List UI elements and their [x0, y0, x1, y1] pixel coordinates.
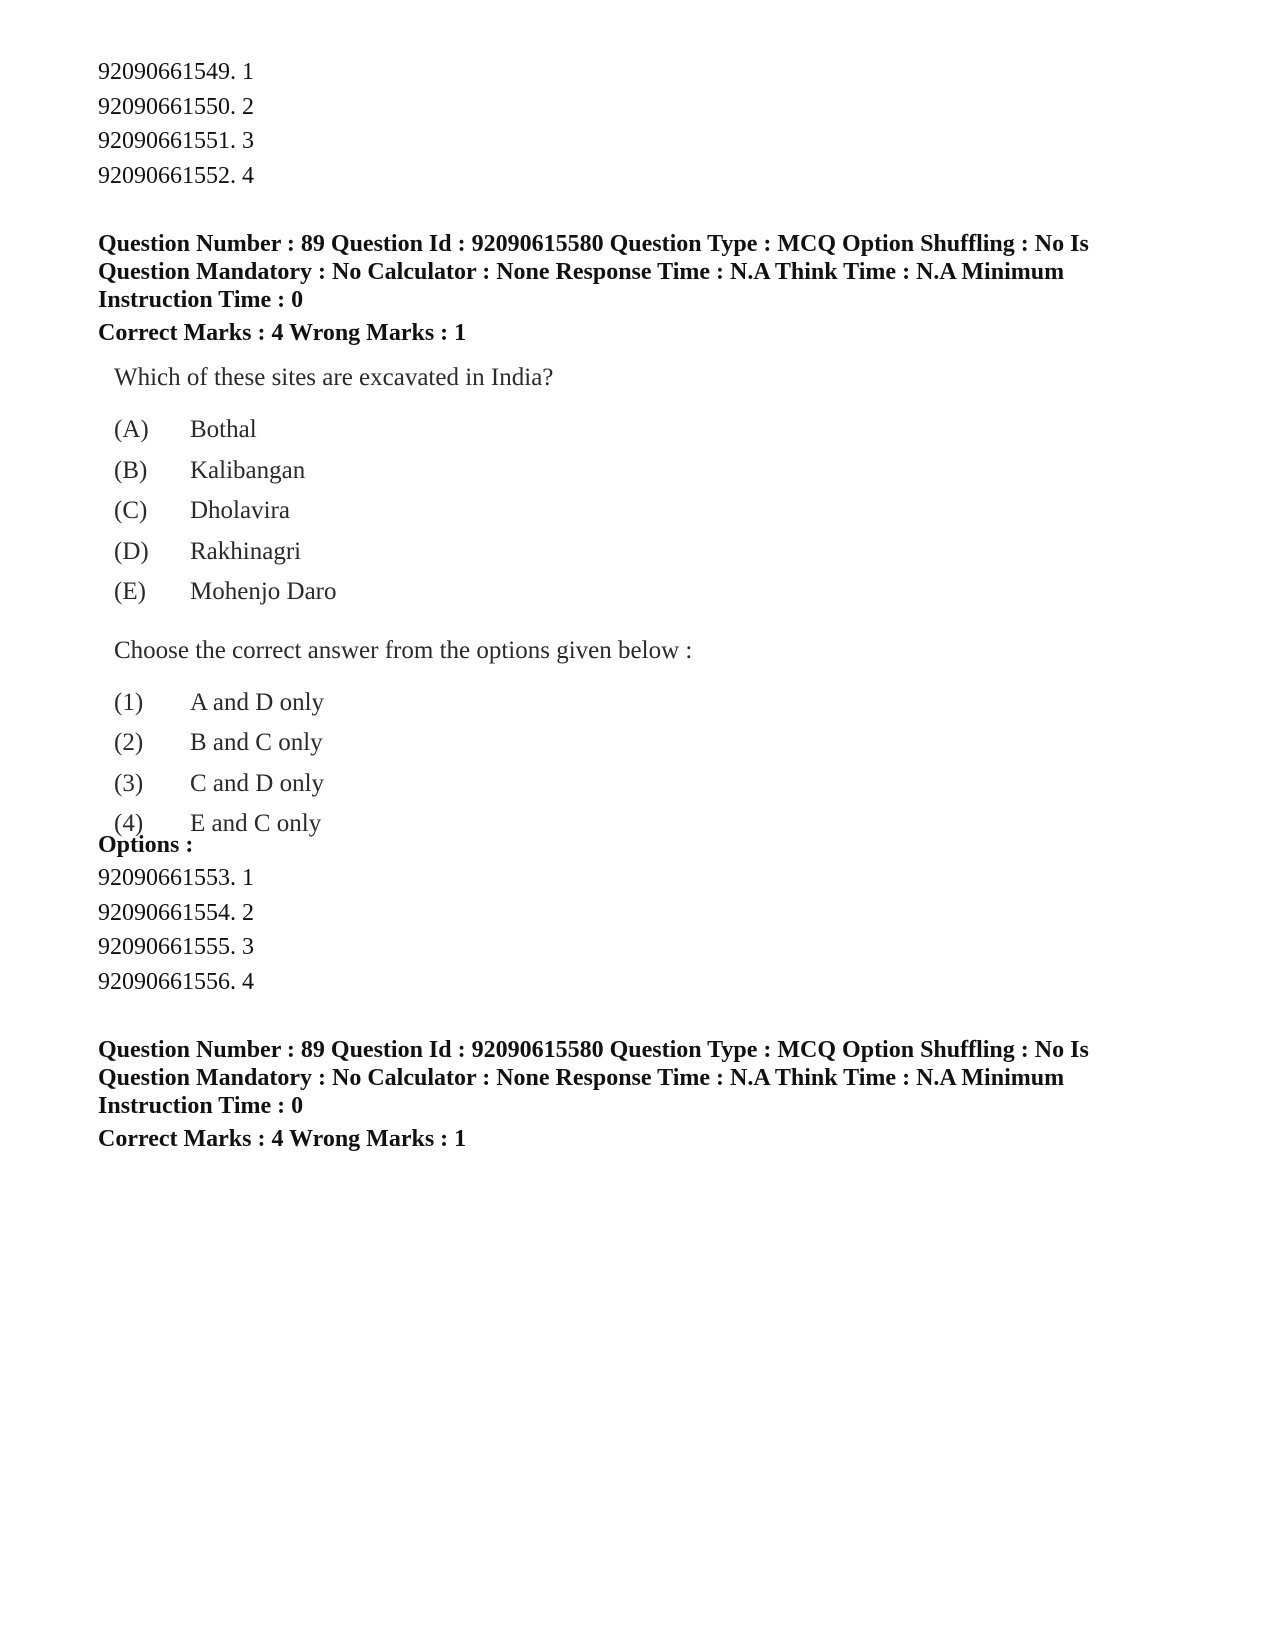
- item-text: Dholavira: [190, 497, 290, 524]
- marks-line: Correct Marks : 4 Wrong Marks : 1: [98, 320, 467, 346]
- option-row: 92090661552. 4: [98, 162, 254, 189]
- answer-choice: [114, 804, 692, 845]
- site-item: [114, 491, 692, 532]
- question-stem: Which of these sites are excavated in India?: [114, 364, 554, 391]
- answer-choice: [114, 764, 692, 805]
- site-item: [114, 410, 692, 451]
- options-heading: Options :: [98, 832, 194, 858]
- site-item: [114, 451, 692, 492]
- option-row: 92090661556. 4: [98, 968, 254, 995]
- site-item: [114, 572, 692, 613]
- answer-instruction: Choose the correct answer from the options given below :: [114, 636, 693, 664]
- meta-line: Question Mandatory : No Calculator : None Response Time : N.A Think Time : N.A Minimum: [98, 259, 1065, 285]
- item-text: Kalibangan: [190, 456, 306, 484]
- item-label: (B): [114, 456, 148, 484]
- question-options: [98, 861, 254, 999]
- answer-choice: [114, 723, 692, 764]
- item-text: Rakhinagri: [190, 537, 302, 565]
- previous-question-options: [98, 55, 254, 193]
- item-label: (A): [114, 416, 149, 443]
- option-row: 92090661551. 3: [98, 128, 254, 154]
- option-row: 92090661550. 2: [98, 93, 254, 120]
- question-meta: [98, 230, 1188, 347]
- answer-choice: [114, 683, 692, 724]
- option-row: 92090661549. 1: [98, 59, 254, 85]
- choice-label: (2): [114, 729, 144, 756]
- meta-line: Question Number : 89 Question Id : 92090615580 Question Type : MCQ Option Shuffling : No Is: [98, 1037, 1089, 1063]
- choice-text: E and C only: [190, 810, 322, 837]
- meta-line: Instruction Time : 0: [98, 1093, 304, 1119]
- option-row: 92090661555. 3: [98, 934, 254, 960]
- choice-text: C and D only: [190, 769, 325, 797]
- item-text: Bothal: [190, 416, 257, 443]
- option-row: 92090661553. 1: [98, 865, 254, 891]
- meta-line: Instruction Time : 0: [98, 287, 304, 313]
- item-label: (C): [114, 497, 148, 524]
- meta-line: Question Mandatory : No Calculator : None Response Time : N.A Think Time : N.A Minimum: [98, 1065, 1065, 1091]
- option-row: 92090661554. 2: [98, 899, 254, 926]
- item-label: (E): [114, 578, 146, 605]
- marks-line: Correct Marks : 4 Wrong Marks : 1: [98, 1126, 467, 1152]
- choice-text: A and D only: [190, 688, 325, 716]
- item-label: (D): [114, 537, 149, 565]
- choice-label: (4): [114, 810, 144, 837]
- choice-label: (1): [114, 688, 144, 716]
- question-body: [114, 358, 692, 845]
- choice-text: B and C only: [190, 729, 323, 756]
- site-item: [114, 532, 692, 573]
- question-meta: [98, 1036, 1188, 1153]
- choice-label: (3): [114, 769, 144, 797]
- meta-line: Question Number : 89 Question Id : 92090615580 Question Type : MCQ Option Shuffling : No Is: [98, 231, 1089, 257]
- item-text: Mohenjo Daro: [190, 578, 337, 605]
